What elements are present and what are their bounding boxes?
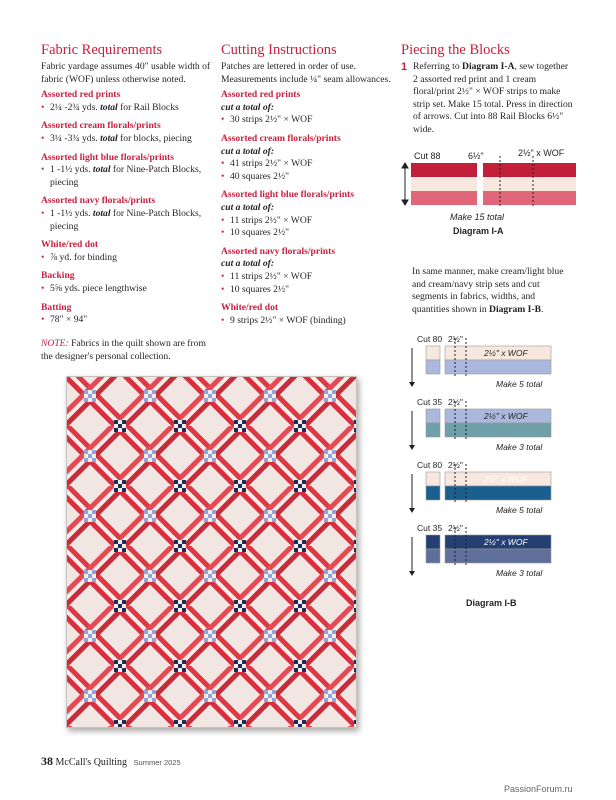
set-width-label: 2½" bbox=[448, 397, 463, 407]
strip-bottom bbox=[445, 360, 551, 374]
fabric-requirements bbox=[41, 42, 211, 327]
fabric-heading: Assorted navy florals/prints bbox=[41, 195, 156, 207]
fabric-line-text: 1 -1½ yds. bbox=[50, 207, 93, 219]
note-text: Fabrics in the quilt shown are from the designer's personal collection. bbox=[41, 338, 206, 362]
diagram-a-wof-label: 2½" x WOF bbox=[518, 148, 565, 158]
strip-bottom bbox=[445, 549, 551, 563]
fabric-line-text: for Nine-Patch Blocks, piecing bbox=[50, 207, 202, 232]
strip-set-2 bbox=[409, 397, 551, 452]
set-width-label: 2½" bbox=[448, 460, 463, 470]
note-label: NOTE: bbox=[41, 338, 69, 349]
segment-bottom bbox=[426, 549, 440, 563]
fabric-line bbox=[41, 133, 211, 146]
segment-bottom bbox=[426, 360, 440, 374]
quilt-photo bbox=[66, 376, 357, 728]
cutting-line: • 11 strips 2½" × WOF bbox=[221, 271, 391, 284]
piecing-blocks bbox=[401, 42, 573, 137]
page-footer bbox=[41, 754, 181, 769]
set-cut-label: Cut 35 bbox=[417, 397, 443, 407]
set-make-label: Make 5 total bbox=[496, 505, 543, 515]
step1-text-a: Referring to bbox=[413, 61, 463, 72]
set-width-label: 2½" bbox=[448, 334, 463, 344]
fabric-line-text: 2¼ -2¾ yds. bbox=[50, 101, 101, 113]
fabric-heading: White/red dot bbox=[41, 239, 99, 251]
set-wof-label: 2½" x WOF bbox=[484, 411, 528, 421]
strip-set-4 bbox=[409, 523, 551, 578]
cutting-line: • 11 strips 2½" × WOF bbox=[221, 215, 391, 228]
fabric-intro: Fabric yardage assumes 40" usable width of fabric (WOF) unless otherwise noted. bbox=[41, 61, 211, 85]
diagram-i-a bbox=[398, 144, 578, 240]
cutting-line: • 30 strips 2½" × WOF bbox=[221, 114, 391, 127]
para2-ref: Diagram I-B bbox=[489, 303, 541, 315]
set-cut-label: Cut 80 bbox=[417, 334, 443, 344]
step1-text-b: , sew together 2 assorted red print and 1 cream floral/print 2½" × WOF strips to make strip set. Make 15 total. Press in direction of arrows. Cut into 88 Rail Blocks 6½" wide. bbox=[413, 61, 573, 135]
fabric-heading: Assorted red prints bbox=[41, 89, 121, 101]
fabric-line-text: 78" × 94" bbox=[50, 314, 88, 326]
press-arrow-head bbox=[409, 445, 415, 450]
press-arrows bbox=[402, 163, 408, 205]
cutting-line: • 40 squares 2½" bbox=[221, 171, 391, 184]
fabric-title: Fabric Requirements bbox=[41, 42, 163, 58]
fabric-heading: Assorted light blue florals/prints bbox=[41, 151, 174, 163]
segment-top bbox=[426, 472, 440, 486]
diagram-b-title: Diagram I-B bbox=[466, 598, 517, 608]
fabric-line-text: ⅞ yd. for binding bbox=[50, 251, 117, 263]
strip-set-3 bbox=[409, 460, 551, 515]
cut-segment bbox=[411, 163, 477, 205]
set-wof-label: 2½" x WOF bbox=[484, 348, 528, 358]
strip-bottom bbox=[445, 423, 551, 437]
diagram-i-b bbox=[408, 330, 558, 612]
segment-bottom bbox=[426, 486, 440, 500]
page-number: 38 bbox=[41, 754, 53, 768]
watermark: PassionForum.ru bbox=[504, 784, 573, 794]
fabric-line-text: for blocks, piecing bbox=[117, 132, 192, 144]
step-number: 1 bbox=[401, 61, 408, 73]
cutting-line: • 10 squares 2½" bbox=[221, 227, 391, 240]
cutting-instructions bbox=[221, 42, 391, 327]
set-make-label: Make 5 total bbox=[496, 379, 543, 389]
fabric-line-text: for Rail Blocks bbox=[117, 101, 179, 113]
fabric-line bbox=[41, 102, 211, 115]
segment-top bbox=[426, 409, 440, 423]
piecing-title: Piecing the Blocks bbox=[401, 42, 510, 58]
fabric-list bbox=[41, 89, 211, 327]
press-arrow-head bbox=[409, 508, 415, 513]
piecing-paragraph-2 bbox=[412, 266, 572, 316]
segment-bottom bbox=[426, 423, 440, 437]
fabric-heading: Backing bbox=[41, 270, 75, 282]
diagram-a-cut-label: Cut 88 bbox=[414, 151, 441, 161]
set-make-label: Make 3 total bbox=[496, 442, 543, 452]
step-1 bbox=[401, 61, 573, 137]
diagram-a-make-label: Make 15 total bbox=[450, 212, 505, 222]
segment-top bbox=[426, 346, 440, 360]
press-arrow-head bbox=[409, 382, 415, 387]
cutting-heading: White/red dot bbox=[221, 302, 279, 314]
set-wof-label: 2½" x WOF bbox=[484, 474, 528, 484]
cutting-list bbox=[221, 89, 391, 327]
fabric-line-text: 3¼ -3¾ yds. bbox=[50, 132, 101, 144]
cutting-intro: Patches are lettered in order of use. Measurements include ¼" seam allowances. bbox=[221, 61, 391, 85]
cutting-subheading: cut a total of: bbox=[221, 101, 275, 113]
cutting-subheading: cut a total of: bbox=[221, 145, 275, 157]
fabric-line-emphasis: total bbox=[100, 101, 118, 113]
fabric-line-text: for Nine-Patch Blocks, piecing bbox=[50, 164, 202, 188]
set-wof-label: 2½" x WOF bbox=[484, 537, 528, 547]
magazine-name: McCall's Quilting bbox=[55, 757, 128, 768]
note bbox=[41, 338, 216, 363]
cutting-heading: Assorted cream florals/prints bbox=[221, 132, 341, 144]
cutting-heading: Assorted red prints bbox=[221, 89, 301, 101]
set-cut-label: Cut 80 bbox=[417, 460, 443, 470]
fabric-line-emphasis: total bbox=[92, 164, 111, 176]
fabric-line bbox=[41, 283, 211, 296]
fabric-line-emphasis: total bbox=[92, 207, 111, 219]
para2-text-a: In same manner, make cream/light blue and cream/navy strip sets and cut segments in fabrics, widths, and quantities shown in bbox=[412, 266, 564, 315]
fabric-line-text: 5⅝ yds. piece lengthwise bbox=[50, 282, 147, 294]
cutting-line: • 9 strips 2½" × WOF (binding) bbox=[221, 315, 391, 328]
fabric-heading: Assorted cream florals/prints bbox=[41, 120, 161, 132]
strip-bottom bbox=[445, 486, 551, 500]
cutting-subheading: cut a total of: bbox=[221, 258, 275, 270]
cutting-subheading: cut a total of: bbox=[221, 201, 275, 213]
step1-ref: Diagram I-A bbox=[462, 61, 515, 72]
segment-top bbox=[426, 535, 440, 549]
fabric-line bbox=[41, 164, 211, 189]
cutting-title: Cutting Instructions bbox=[221, 42, 337, 58]
fabric-line bbox=[41, 314, 211, 327]
set-cut-label: Cut 35 bbox=[417, 523, 443, 533]
fabric-line bbox=[41, 208, 211, 233]
fabric-line bbox=[41, 252, 211, 265]
cutting-line: • 10 squares 2½" bbox=[221, 284, 391, 297]
cutting-line: • 41 strips 2½" × WOF bbox=[221, 158, 391, 171]
issue-name: Summer 2025 bbox=[133, 758, 181, 767]
strip-set bbox=[483, 163, 576, 205]
diagram-a-width-label: 6½" bbox=[468, 151, 484, 161]
set-make-label: Make 3 total bbox=[496, 568, 543, 578]
cutting-heading: Assorted navy florals/prints bbox=[221, 245, 336, 257]
para2-text-b: . bbox=[540, 303, 544, 315]
fabric-line-emphasis: total bbox=[100, 132, 118, 144]
press-arrow-head bbox=[409, 571, 415, 576]
diagram-a-title: Diagram I-A bbox=[453, 226, 504, 236]
strip-set-1 bbox=[409, 334, 551, 389]
fabric-line-text: 1 -1½ yds. bbox=[50, 164, 93, 176]
fabric-heading: Batting bbox=[41, 301, 72, 313]
cutting-heading: Assorted light blue florals/prints bbox=[221, 189, 354, 201]
set-width-label: 2½" bbox=[448, 523, 463, 533]
